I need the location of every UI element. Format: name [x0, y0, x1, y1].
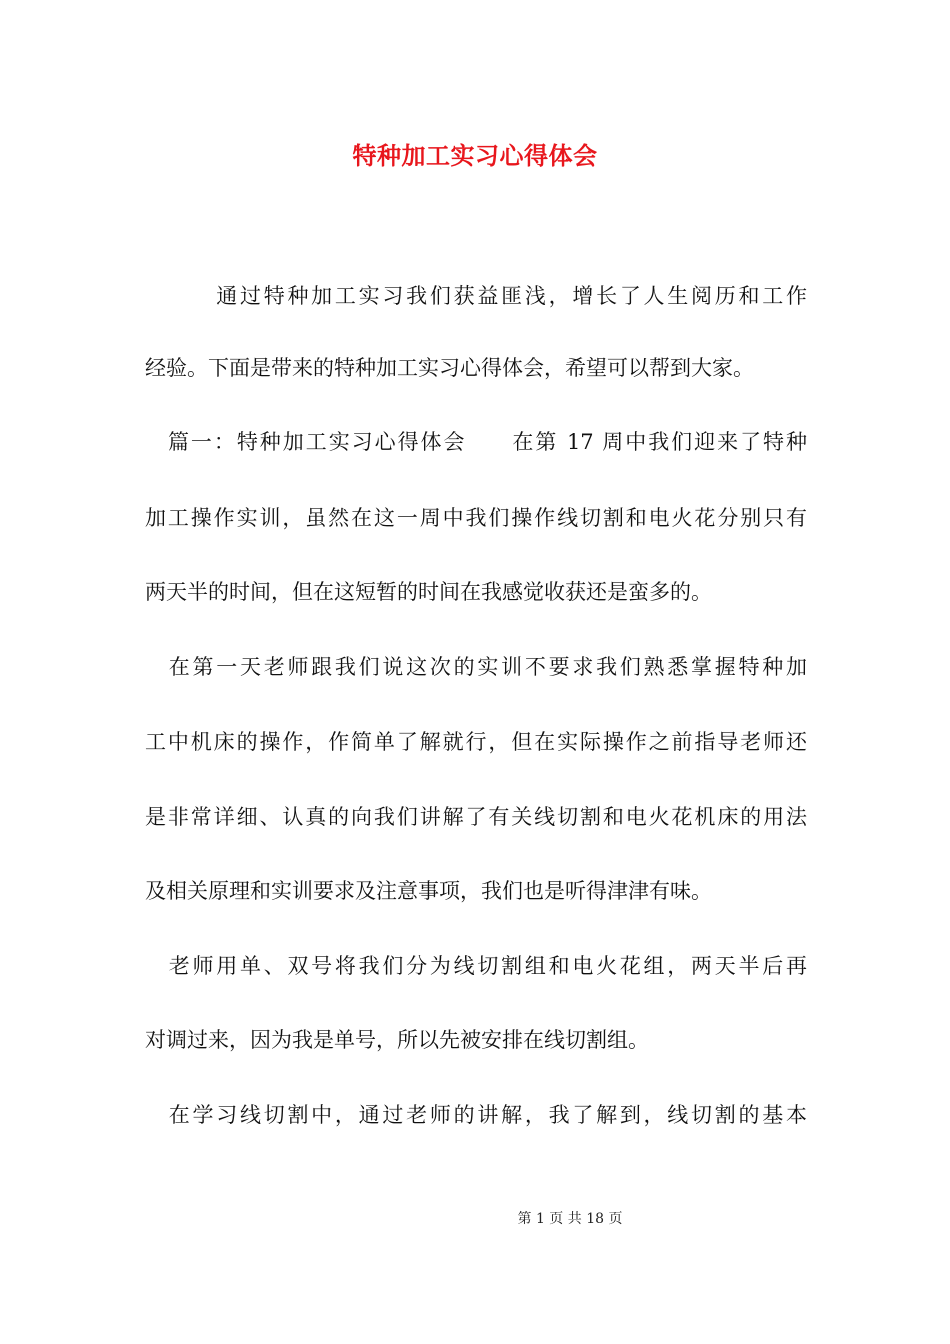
body-line: 两天半的时间，但在这短暂的时间在我感觉收获还是蛮多的。: [145, 580, 712, 604]
body-line: 篇一：特种加工实习心得体会 在第 17 周中我们迎来了特种: [145, 430, 807, 454]
body-line: 老师用单、双号将我们分为线切割组和电火花组，两天半后再: [145, 954, 807, 978]
body-line: 经验。下面是带来的特种加工实习心得体会，希望可以帮到大家。: [145, 356, 754, 380]
body-line: 是非常详细、认真的向我们讲解了有关线切割和电火花机床的用法: [145, 805, 807, 829]
body-line: 及相关原理和实训要求及注意事项，我们也是听得津津有味。: [145, 879, 712, 903]
body-line: 在第一天老师跟我们说这次的实训不要求我们熟悉掌握特种加: [145, 655, 807, 679]
body-line: 加工操作实训，虽然在这一周中我们操作线切割和电火花分别只有: [145, 506, 807, 530]
document-title: 特种加工实习心得体会: [352, 141, 598, 170]
body-line: 通过特种加工实习我们获益匪浅，增长了人生阅历和工作: [145, 284, 807, 308]
body-line: 工中机床的操作，作简单了解就行，但在实际操作之前指导老师还: [145, 730, 807, 754]
page-number: 第 1 页 共 18 页: [517, 1211, 623, 1227]
body-line: 对调过来，因为我是单号，所以先被安排在线切割组。: [145, 1028, 649, 1052]
body-line: 在学习线切割中，通过老师的讲解，我了解到，线切割的基本: [145, 1103, 807, 1127]
